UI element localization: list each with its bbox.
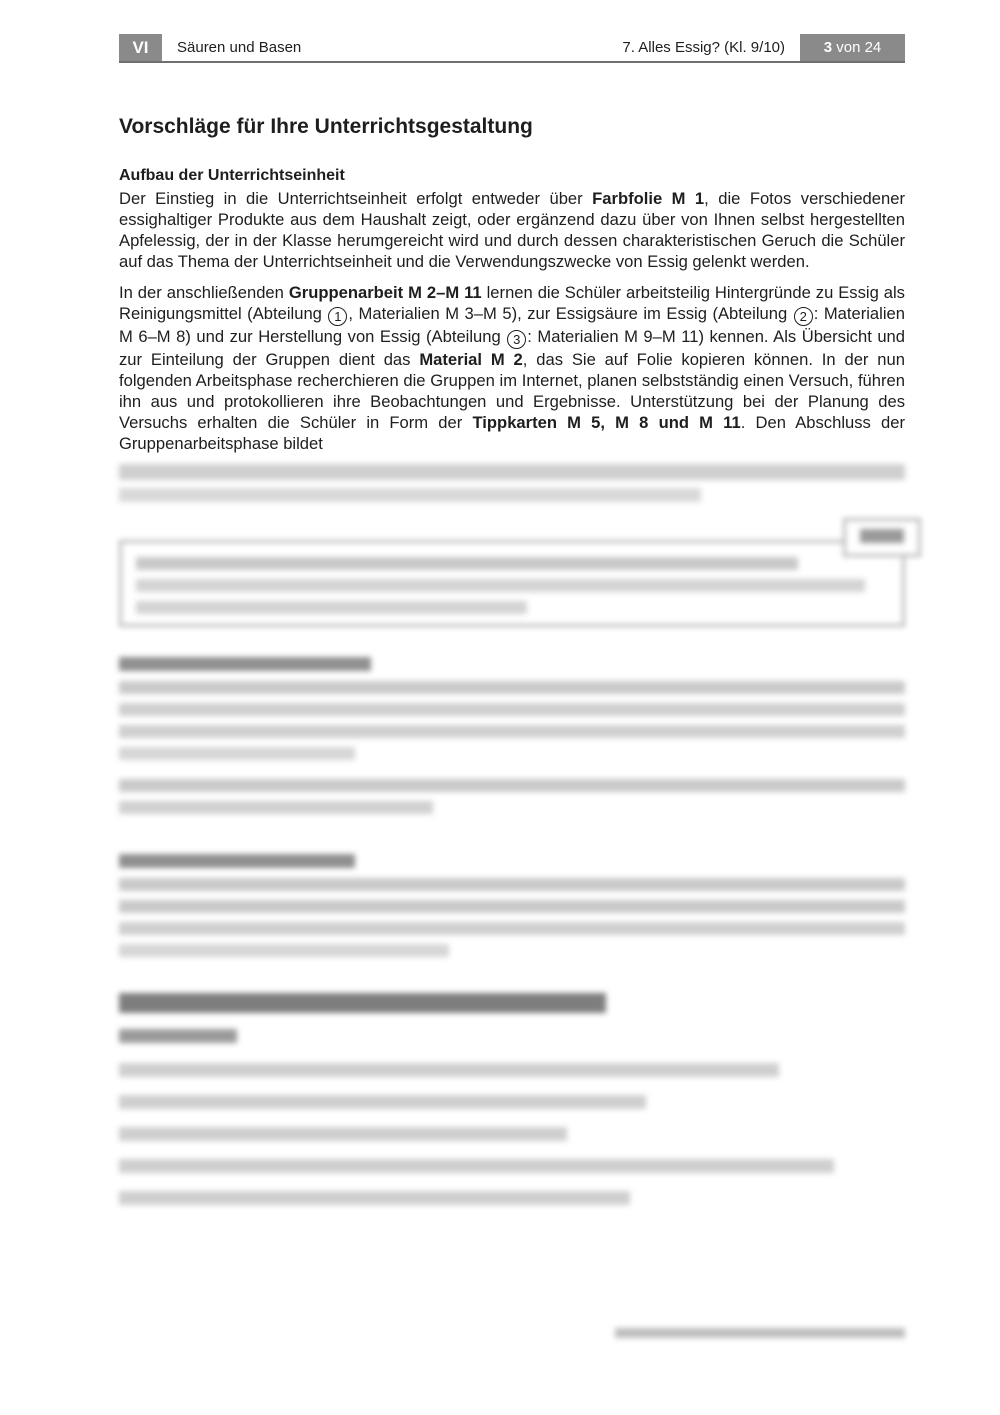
page-content [119, 115, 905, 1205]
blurred-bullet [119, 1095, 646, 1109]
blurred-line [119, 703, 905, 716]
blurred-line [136, 557, 798, 570]
page-footer [615, 1328, 905, 1341]
blurred-info-box [119, 540, 905, 627]
text-run: lernen die Schüler arbeitsteilig Hintergründe zu Essig als Reinigungsmittel (Abteilung [119, 283, 905, 323]
page-total: 24 [864, 39, 882, 56]
blurred-bullet [119, 1127, 567, 1141]
blurred-line [119, 922, 905, 935]
info-box [119, 540, 905, 627]
bold-run: Material M 2 [419, 350, 523, 369]
text-run: Der Einstieg in die Unterrichtseinheit erfolgt entweder über [119, 189, 593, 208]
bold-run: Gruppenarbeit M 2–M 11 [288, 283, 482, 302]
section-heading-aufbau: Aufbau der Unterrichtseinheit [119, 167, 345, 184]
blurred-line [119, 944, 449, 957]
text-run: , Materialien M 3–M 5), zur Essigsäure im Essig (Abteilung [348, 304, 793, 323]
text-run: : Materialien M 9–M 11) kennen. Als Übersicht und zur Einteilung der Gruppen dient das [119, 327, 906, 369]
bold-run: Tippkarten M 5, M 8 und M 11 [472, 413, 741, 432]
text-run: : Materialien M 6–M 8) und zur Herstellung von Essig (Abteilung [119, 304, 905, 346]
blurred-continuation [119, 464, 905, 502]
paragraph-gruppenarbeit [119, 282, 905, 454]
page-title: Vorschläge für Ihre Unterrichtsgestaltung [119, 115, 533, 138]
blurred-bullet [119, 1063, 779, 1077]
circled-number-1: 1 [328, 307, 347, 326]
blurred-line [119, 900, 905, 913]
blurred-line [119, 801, 433, 814]
blurred-line [119, 747, 355, 760]
bold-run: Farbfolie M 1 [592, 189, 705, 208]
text-run: In der anschließenden [119, 283, 289, 302]
page-number [800, 34, 905, 61]
page-separator: von [836, 39, 861, 56]
blurred-bullet [119, 1159, 834, 1173]
blurred-lead [119, 1029, 237, 1043]
blurred-line [119, 464, 905, 480]
blurred-bullet [119, 1191, 630, 1205]
blurred-line [119, 725, 905, 738]
header-unit: 7. Alles Essig? (Kl. 9/10) [622, 39, 785, 56]
blurred-line [119, 681, 905, 694]
text-run: , das Sie auf Folie kopieren können. In der nun folgenden Arbeitsphase recherchieren die Gruppen im Internet, planen selbstständig einen Versuch, führen ihn aus und protokollieren ihre Beobachtungen und Ergebnisse. Unterstützung bei der Planung des Versuchs erhalten die Schüler in Form der [119, 350, 905, 432]
blurred-text [860, 529, 904, 543]
blurred-title [119, 993, 606, 1013]
header-topic: Säuren und Basen [177, 39, 302, 56]
blurred-line [119, 878, 905, 891]
blurred-heading [119, 854, 355, 868]
blurred-heading [119, 657, 371, 671]
blurred-line [119, 488, 701, 502]
blurred-line [136, 601, 527, 614]
page-header [119, 34, 905, 63]
blurred-line [136, 579, 865, 592]
blurred-line [119, 779, 905, 792]
box-tag [843, 518, 921, 557]
blurred-sections [119, 657, 905, 1205]
circled-number-2: 2 [794, 307, 813, 326]
text-run: , die Fotos verschiedener essighaltiger Produkte aus dem Haushalt zeigt, oder ergänzend dazu über von Ihnen selbst hergestellten Apfelessig, der in der Klasse herumgereicht wird und durch dessen charakteristischen Geruch die Schüler auf das Thema der Unterrichtseinheit und die Verwendungszwecke von Essig gelenkt werden. [119, 189, 906, 271]
blurred-text [615, 1328, 905, 1338]
page-current: 3 [823, 39, 833, 56]
text-run: . Den Abschluss der Gruppenarbeitsphase bildet [119, 413, 905, 453]
section-badge: VI [119, 34, 162, 61]
paragraph-einstieg [119, 188, 905, 272]
circled-number-3: 3 [507, 330, 526, 349]
